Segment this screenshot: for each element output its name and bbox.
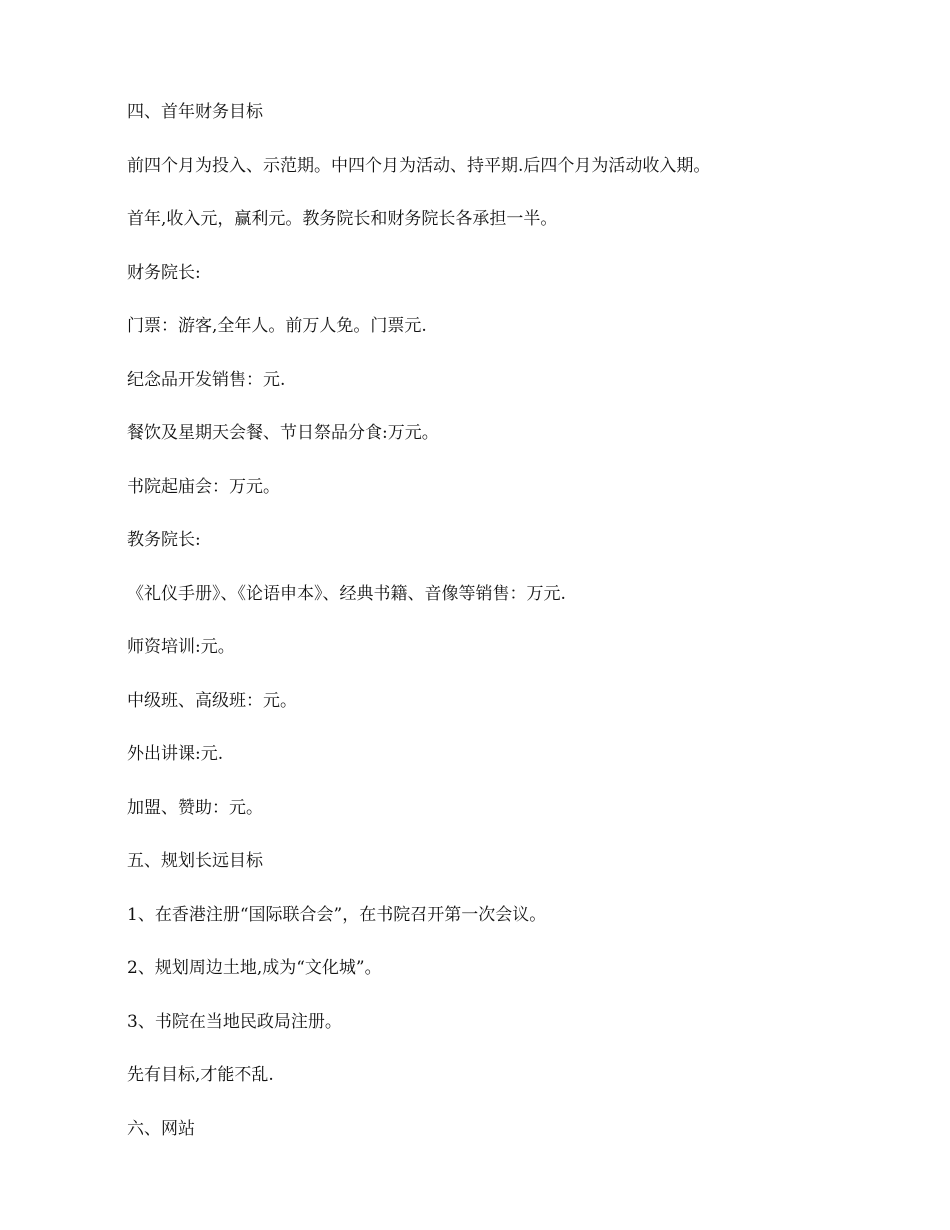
goal-item-1: 1、在香港注册“国际联合会”，在书院召开第一次会议。 [127,904,547,925]
section-heading-website: 六、网站 [127,1118,195,1139]
item-classes: 中级班、高级班：元。 [127,690,297,711]
paragraph-motto: 先有目标,才能不乱. [127,1065,274,1085]
item-tickets: 门票：游客,全年人。前万人免。门票元. [127,316,427,336]
item-book-sales: 《礼仪手册》、《论语申本》、经典书籍、音像等销售：万元. [127,583,566,604]
item-sponsorship: 加盟、赞助：元。 [127,797,263,818]
item-temple-fair: 书院起庙会：万元。 [127,476,280,497]
item-lectures: 外出讲课:元. [127,744,224,764]
section-heading-financial-goals: 四、首年财务目标 [127,102,263,122]
item-teacher-training: 师资培训:元。 [127,637,235,657]
item-souvenirs: 纪念品开发销售：元. [127,369,286,390]
item-catering: 餐饮及星期天会餐、节日祭品分食:万元。 [127,423,439,443]
paragraph-first-year: 首年,收入元，赢利元。教务院长和财务院长各承担一半。 [127,209,558,229]
goal-item-2: 2、规划周边土地,成为“文化城”。 [127,958,382,978]
document-body [127,100,887,1170]
section-heading-long-term-goals: 五、规划长远目标 [127,851,263,871]
label-academic-dean: 教务院长: [127,530,201,550]
goal-item-3: 3、书院在当地民政局注册。 [127,1011,342,1032]
label-finance-dean: 财务院长: [127,262,201,283]
paragraph-phases: 前四个月为投入、示范期。中四个月为活动、持平期.后四个月为活动收入期。 [127,155,711,176]
